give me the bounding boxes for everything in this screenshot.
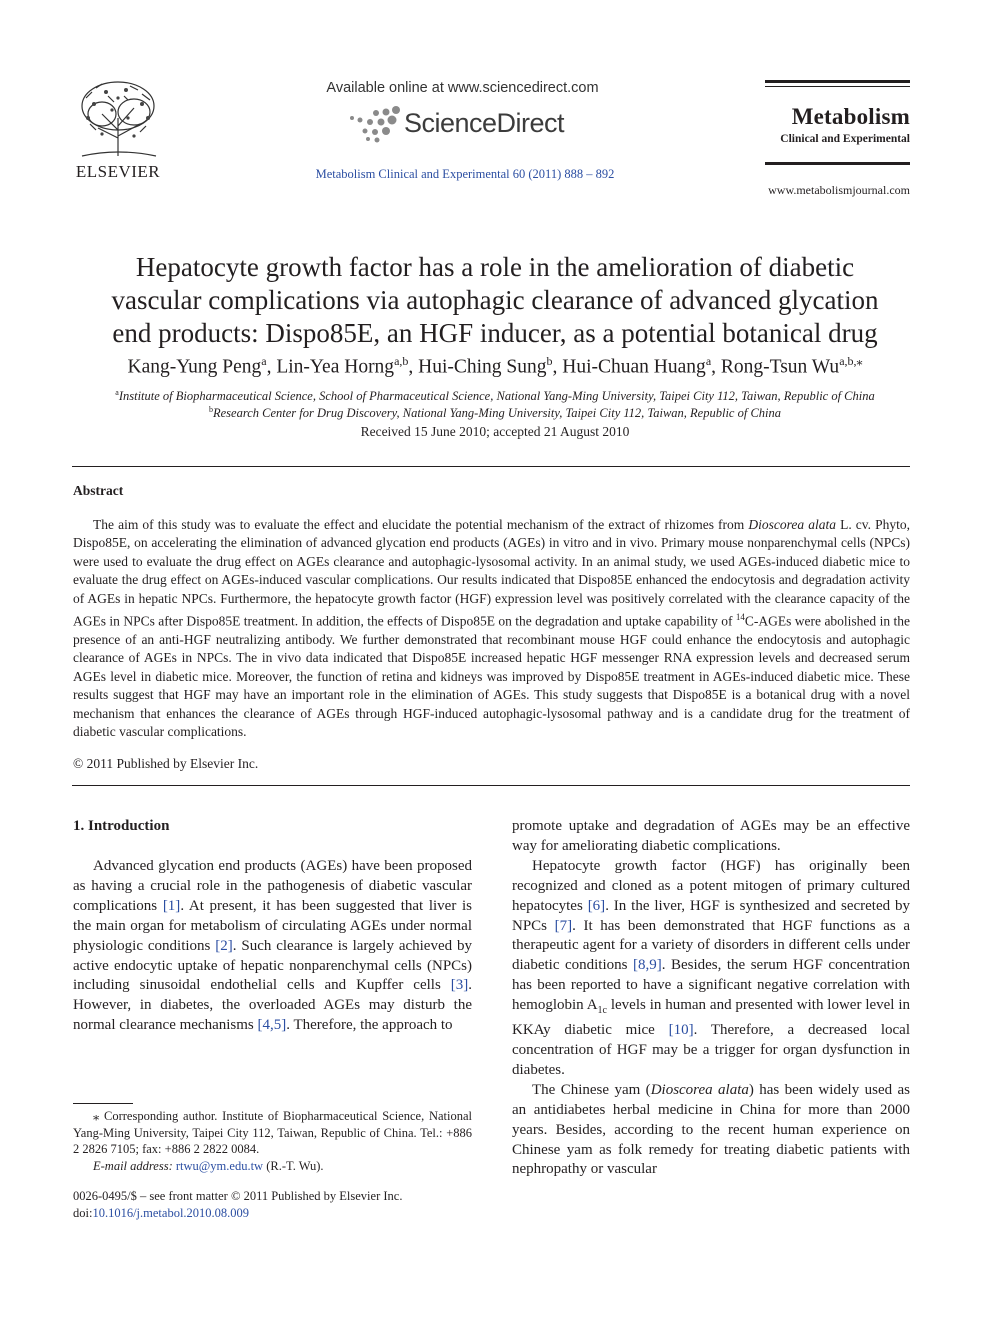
doi-link[interactable]: 10.1016/j.metabol.2010.08.009	[92, 1205, 250, 1220]
abstract-heading: Abstract	[73, 483, 124, 498]
issn-line: 0026-0495/$ – see front matter © 2011 Published by Elsevier Inc.	[73, 1189, 403, 1203]
author-affil-sup: a	[705, 354, 712, 368]
journal-citation-link[interactable]: Metabolism Clinical and Experimental 60 (2011) 888 – 892	[315, 167, 615, 181]
author-affil-sup: a,b	[394, 354, 409, 368]
author-name[interactable]: Hui-Chuan Huang	[562, 356, 706, 378]
sciencedirect-wordmark: ScienceDirect	[404, 108, 565, 138]
reference-link[interactable]: [10]	[668, 1022, 694, 1039]
right-column-text: promote uptake and degradation of AGEs may be an effective way for ameliorating diabetic complications. Hepatocyte growth factor (HGF) has originally been recognized and cloned as a potent mitogen of primary cultured hepatocytes [6]. In the liver, HGF is synthesized and secreted by NPCs [7]. It has been demonstrated that HGF functions as a therapeutic agent for a variety of disorders in different cells under diabetic conditions [8,9]. Besides, the serum HGF concentration has been reported to have a significant negative correlation with hemoglobin $A_{1c}$ levels in human and presented with lower level in KKAy diabetic mice [10]. Therefore, a decreased local concentration of HGF may be a trigger for organ dysfunction in diabetes. The Chinese yam (Dioscorea alata) has been widely used as an antidiabetes herbal medicine in China for more than 2000 years. Besides, according to the recent human experience on Chinese yam as folk remedy for treating diabetic patients with nephropathy or vascular	[512, 818, 910, 1178]
title-line: Hepatocyte growth factor has a role in the amelioration of diabetic	[135, 252, 855, 282]
reference-link[interactable]: [4,5]	[257, 1017, 287, 1034]
title-line: vascular complications via autophagic clearance of advanced glycation	[111, 285, 879, 315]
journal-subtitle: Clinical and Experimental	[780, 133, 910, 145]
received-dates: Received 15 June 2010; accepted 21 August 2010	[360, 424, 630, 439]
section-heading: 1. Introduction	[73, 818, 170, 834]
affiliation-b: $^b$Research Center for Drug Discovery, National Yang-Ming University, Taipei City 112, Taiwan, Republic of China	[208, 405, 782, 421]
author-affil-sup: a	[261, 354, 267, 368]
reference-link[interactable]: [6]	[587, 897, 606, 914]
divider	[72, 466, 910, 467]
sciencedirect-dots-icon	[346, 104, 404, 144]
corresponding-author-footnote: ⁎ Corresponding author. Institute of Biopharmaceutical Science, National Yang-Ming University, Taipei City 112, Taiwan, Republic of China. Tel.: +886 2 2826 7105; fax: +886 2 2822 0084. E-mail address: rtwu@ym.edu.tw (R.-T. Wu).	[73, 1109, 472, 1173]
elsevier-logo	[72, 78, 164, 183]
journal-rule-top-thin	[765, 86, 910, 87]
author-name[interactable]: Kang-Yung Peng	[127, 356, 262, 378]
affiliation-a: $^a$Institute of Biopharmaceutical Science, School of Pharmaceutical Science, National Yang-Ming University, Taipei City 112, Taiwan, Republic of China	[115, 388, 875, 404]
copyright-notice: © 2011 Published by Elsevier Inc.	[73, 756, 259, 771]
journal-url: www.metabolismjournal.com	[768, 183, 910, 197]
reference-link[interactable]: [8,9]	[632, 957, 662, 974]
divider	[72, 785, 910, 786]
author-affil-sup: a,b,⁎	[839, 354, 863, 368]
author-name[interactable]: Hui-Ching Sung	[418, 356, 547, 378]
reference-link[interactable]: [2]	[215, 937, 233, 954]
journal-title: Metabolism	[791, 104, 910, 129]
reference-link[interactable]: [1]	[162, 897, 181, 914]
sciencedirect-logo	[346, 104, 586, 144]
email-link[interactable]: rtwu@ym.edu.tw	[175, 1158, 264, 1173]
issn-doi-block: 0026-0495/$ – see front matter © 2011 Published by Elsevier Inc. doi:10.1016/j.metabol.2010.08.009	[73, 1188, 493, 1221]
abstract-body: The aim of this study was to evaluate the effect and elucidate the potential mechanism of the extract of rhizomes from Dioscorea alata L. cv. Phyto, Dispo85E, on accelerating the elimination of advanced glycation end products (AGEs) in vitro and in vivo. Primary mouse nonparenchymal cells (NPCs) were used to evaluate the drug effect on AGEs clearance and autophagic-lysosomal activity. In an animal study, we used AGEs-induced diabetic mice to evaluate the drug effect on AGEs-induced vascular complications. Our results indicated that Dispo85E enhanced the endocytosis and degradation activity of AGEs in hepatic NPCs. Furthermore, the hepatocyte growth factor (HGF) expression level was positively correlated with the clearance capacity of the AGEs in NPCs after Dispo85E treatment. In addition, the effects of Dispo85E on the degradation and uptake capability of $^{14}$C-AGEs were abolished in the presence of an anti-HGF neutralizing antibody. We further demonstrated that recombinant mouse HGF could enhance the endocytosis and autophagic clearance of AGEs in NPCs. The in vivo data indicated that Dispo85E increased hepatic HGF messenger RNA expression levels and decreased serum AGEs level in diabetic mice. Moreover, the function of retina and kidneys was improved by Dispo85E treatment in AGEs-induced diabetic mice. These results suggest that HGF may have an important role in the elimination of AGEs. This study suggests that Dispo85E is a botanical drug with a novel mechanism that enhances the clearance of AGEs through HGF-induced autophagic-lysosomal pathway and is a candidate drug for the treatment of diabetic vascular complications.	[73, 517, 910, 739]
journal-rule-top	[765, 80, 910, 83]
author-list: Kang-Yung Peng$^a$, Lin-Yea Horng$^{a,b}$, Hui-Ching Sung$^b$, Hui-Chuan Huang$^a$, Rong-Tsun $Wu^{a,b,⁎}$	[127, 354, 863, 378]
reference-link[interactable]: [7]	[554, 917, 573, 934]
article-title	[70, 251, 920, 350]
publisher-name: ELSEVIER	[75, 162, 161, 181]
reference-link[interactable]: [3]	[450, 977, 469, 994]
author-name[interactable]: Lin-Yea Horng	[276, 356, 395, 378]
author-name[interactable]: Rong-Tsun Wu	[720, 356, 840, 378]
left-column-text: Advanced glycation end products (AGEs) have been proposed as having a crucial role in the pathogenesis of diabetic vascular complications [1]. At present, it has been suggested that liver is the main organ for metabolism of circulating AGEs under normal physiologic conditions [2]. Such clearance is largely achieved by active endocytic uptake of hepatic nonparenchymal cells (NPCs) including sinusoidal endothelial cells and Kupffer cells [3]. However, in diabetes, the overloaded AGEs may disturb the normal clearance mechanisms [4,5]. Therefore, the approach to	[73, 858, 472, 1034]
footnote-rule	[73, 1103, 133, 1104]
author-affil-sup: b	[546, 354, 553, 368]
title-line: end products: Dispo85E, an HGF inducer, as a potential botanical drug	[112, 318, 878, 348]
journal-rule-bottom	[765, 162, 910, 165]
available-online-text: Available online at www.sciencedirect.com	[326, 80, 599, 96]
